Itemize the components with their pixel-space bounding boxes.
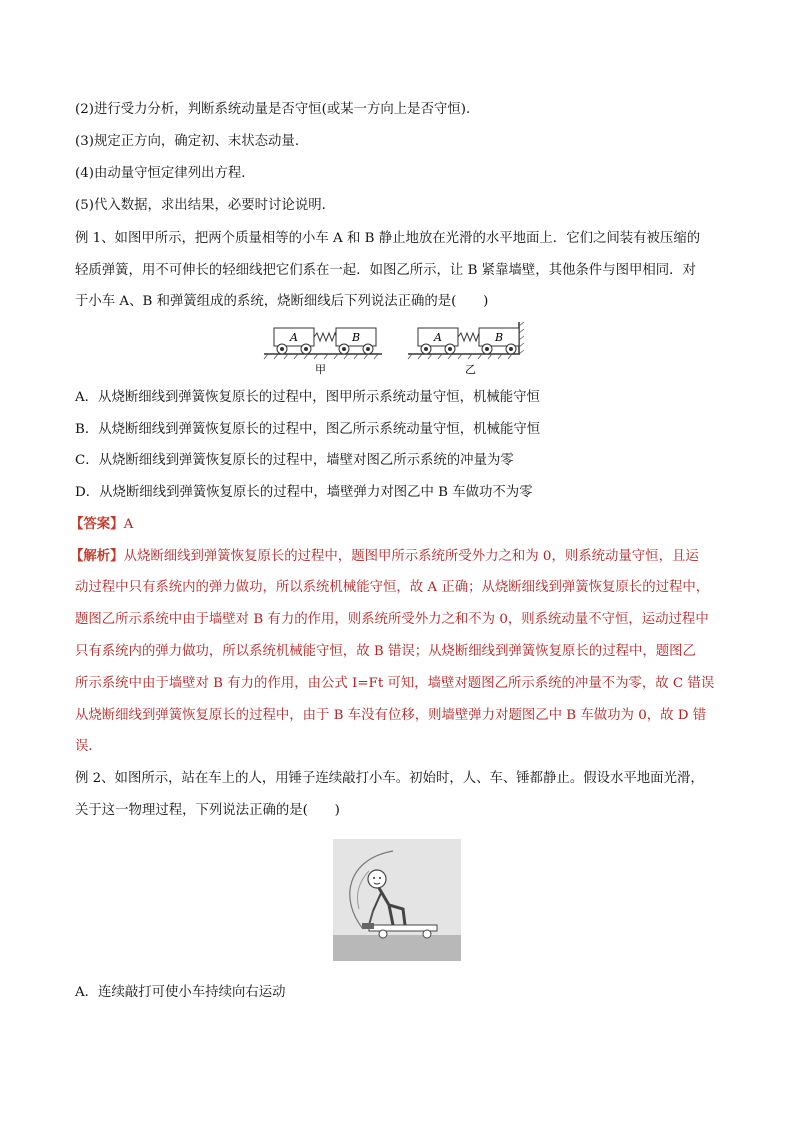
example1-option-b: B．从烧断细线到弹簧恢复原长的过程中，图乙所示系统动量守恒，机械能守恒 [75, 422, 541, 437]
step-5: (5)代入数据，求出结果，必要时讨论说明． [75, 198, 335, 213]
answer-tag: 【答案】 [70, 516, 124, 532]
analysis-line7: 误． [75, 739, 102, 754]
example2-question-line2: 关于这一物理过程，下列说法正确的是( ) [75, 803, 340, 818]
analysis-line5: 所示系统中由于墙壁对 B 有力的作用，由公式 I=Ft 可知，墙壁对题图乙所示系统的冲量不为零，故 C 错误 [75, 676, 715, 691]
caption-jia: 甲 [315, 363, 326, 376]
analysis-tag: 【解析】 [70, 548, 124, 564]
step-4: (4)由动量守恒定律列出方程． [75, 166, 255, 181]
person-hammering-cart-figure [333, 839, 461, 961]
analysis-line6: 从烧断细线到弹簧恢复原长的过程中，由于 B 车没有位移，则墙壁弹力对题图乙中 B 车做功为 0，故 D 错 [75, 708, 707, 723]
figure-yi [408, 322, 524, 359]
example1-option-d: D．从烧断细线到弹簧恢复原长的过程中，墙壁弹力对图乙中 B 车做功不为零 [75, 485, 533, 500]
figure-jia [264, 328, 382, 359]
example1-question-line2: 轻质弹簧，用不可伸长的轻细线把它们系在一起．如图乙所示，让 B 紧靠墙壁，其他条件与图甲相同．对 [75, 263, 696, 278]
example1-question-line1: 例 1、如图甲所示，把两个质量相等的小车 A 和 B 静止地放在光滑的水平地面上．它们之间装有被压缩的 [75, 231, 701, 246]
example1-option-a: A．从烧断细线到弹簧恢复原长的过程中，图甲所示系统动量守恒，机械能守恒 [75, 390, 540, 405]
answer-line [70, 514, 133, 535]
carts-spring-figure [262, 318, 527, 378]
example1-question-line3: 于小车 A、B 和弹簧组成的系统，烧断细线后下列说法正确的是( ) [75, 294, 489, 309]
answer-value: A [123, 517, 134, 532]
analysis-line3: 题图乙所示系统中由于墙壁对 B 有力的作用，则系统所受外力之和不为 0，则系统动量不守恒，运动过程中 [75, 612, 709, 627]
caption-yi: 乙 [465, 363, 476, 376]
analysis-line4: 只有系统内的弹力做功，所以系统机械能守恒，故 B 错误；从烧断细线到弹簧恢复原长的过程中，题图乙 [75, 644, 696, 659]
analysis-line1 [70, 546, 699, 567]
cart-a-label: A [290, 331, 298, 344]
cart-a-label-yi: A [434, 331, 442, 344]
example2-option-a: A．连续敲打可使小车持续向右运动 [75, 985, 286, 1000]
analysis-text-1: 从烧断细线到弹簧恢复原长的过程中，题图甲所示系统所受外力之和为 0，则系统动量守恒，且运 [123, 549, 699, 564]
cart-b-label: B [352, 331, 361, 344]
hammer-head [362, 923, 374, 929]
step-3: (3)规定正方向，确定初、末状态动量． [75, 134, 309, 149]
example1-option-c: C．从烧断细线到弹簧恢复原长的过程中，墙壁对图乙所示系统的冲量为零 [75, 453, 514, 468]
step-2: (2)进行受力分析，判断系统动量是否守恒(或某一方向上是否守恒)． [75, 102, 480, 117]
cart-b-label-yi: B [495, 331, 504, 344]
ground [333, 935, 461, 961]
analysis-line2: 动过程中只有系统内的弹力做功，所以系统机械能守恒，故 A 正确；从烧断细线到弹簧恢复原长的过程中， [75, 580, 710, 595]
example2-question-line1: 例 2、如图所示，站在车上的人，用锤子连续敲打小车。初始时，人、车、锤都静止。假设水平地面光滑， [75, 771, 704, 786]
person-head [368, 870, 386, 888]
